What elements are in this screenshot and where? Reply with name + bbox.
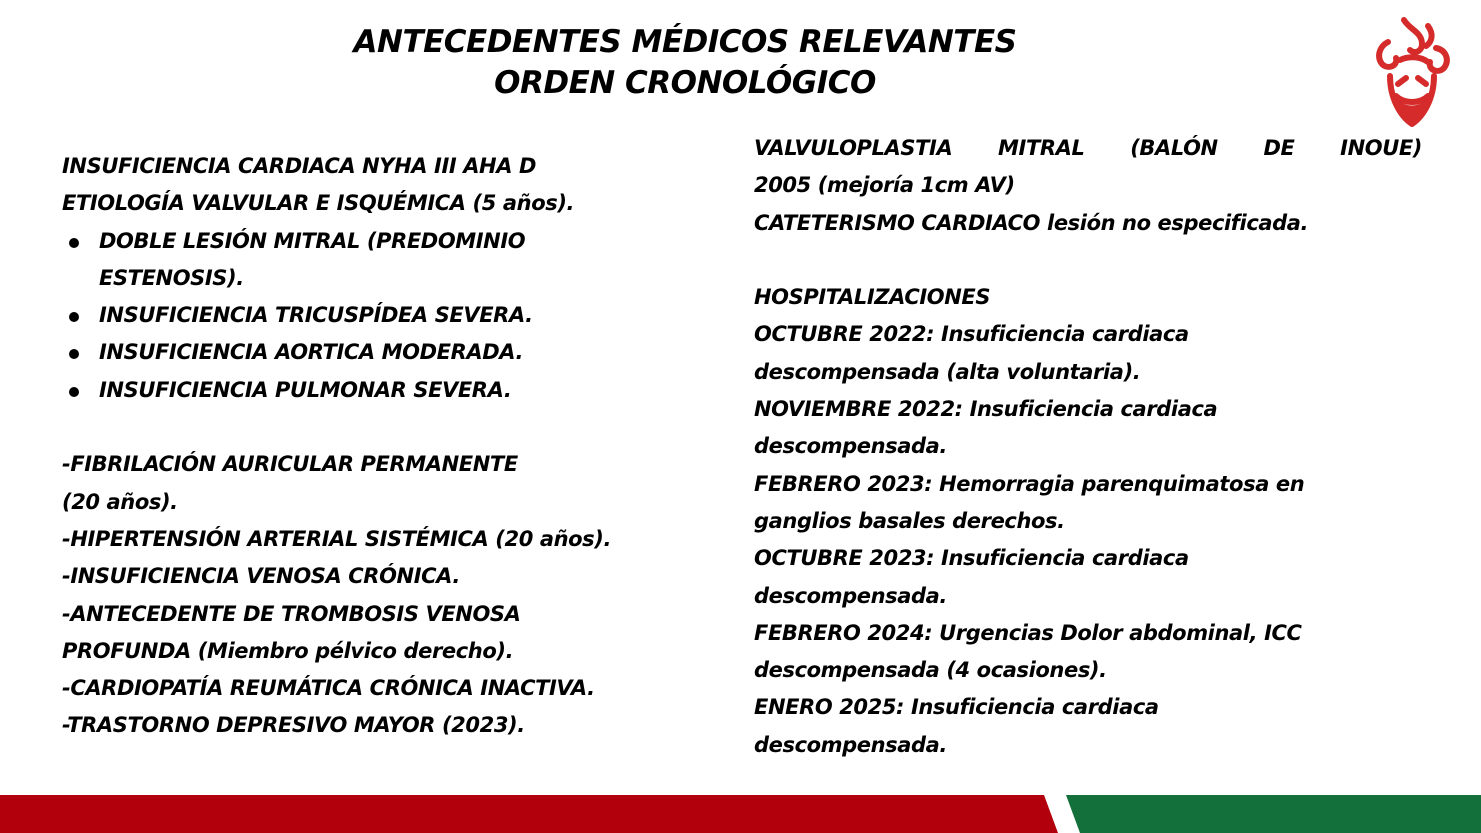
hospitalization-reason-cont: descompensada. [754,732,948,757]
heart-failure-heading-line-2: ETIOLOGÍA VALVULAR E ISQUÉMICA (5 años). [62,191,575,216]
footer-color-band [0,795,1481,833]
hospitalization-date: FEBRERO 2024: [754,620,933,645]
valvuloplasty-line-1 [754,130,1422,167]
hospitalization-date: ENERO 2025: [754,695,905,720]
history-line: -HIPERTENSIÓN ARTERIAL SISTÉMICA (20 años). [62,526,612,551]
hospitalization-entry [754,391,1422,466]
hospitalization-reason-cont: descompensada. [754,583,948,608]
page-title [0,22,1370,104]
hospitalization-entry [754,615,1422,690]
heart-failure-heading-line-1: INSUFICIENCIA CARDIACA NYHA III AHA D [62,154,537,178]
medical-history-column [62,148,722,745]
history-line: -TRASTORNO DEPRESIVO MAYOR (2023). [62,713,525,738]
history-line: -INSUFICIENCIA VENOSA CRÓNICA. [62,564,460,589]
history-line: -ANTECEDENTE DE TROMBOSIS VENOSA [62,601,521,626]
procedure-word: INOUE) [1340,136,1422,160]
catheterization-line: CATETERISMO CARDIACO lesión no especificada. [754,210,1309,235]
spacer [62,409,722,446]
title-line-2: ORDEN CRONOLÓGICO [494,65,876,101]
history-line: -CARDIOPATÍA REUMÁTICA CRÓNICA INACTIVA. [62,676,595,701]
list-item [62,223,722,298]
footer-red-band [0,795,1058,833]
hospitalization-date: FEBRERO 2023: [754,471,933,496]
hospitalization-date: NOVIEMBRE 2022: [754,397,963,422]
hospitalization-reason-cont: descompensada. [754,434,948,459]
hospitalization-entry [754,540,1422,615]
list-item: INSUFICIENCIA TRICUSPÍDEA SEVERA. [62,297,722,334]
hospitalization-reason: Insuficiencia cardiaca [934,546,1189,571]
hospitalization-reason-cont: descompensada (alta voluntaria). [754,359,1141,384]
history-line: PROFUNDA (Miembro pélvico derecho). [62,638,514,663]
hospitalization-reason: Insuficiencia cardiaca [934,322,1189,347]
procedures-hospitalizations-column [754,130,1422,764]
hospitalization-entry [754,689,1422,764]
bullet-mitral-line-2: ESTENOSIS). [99,265,244,290]
hospitalizations-heading: HOSPITALIZACIONES [754,285,991,310]
hospitalization-entry [754,466,1422,541]
hospitalization-reason: Urgencias Dolor abdominal, ICC [932,620,1302,645]
list-item: INSUFICIENCIA AORTICA MODERADA. [62,334,722,371]
footer-green-band [1066,795,1481,833]
hospitalization-reason-cont: descompensada (4 ocasiones). [754,658,1107,683]
hospitalization-date: OCTUBRE 2023: [754,546,935,571]
title-line-1: ANTECEDENTES MÉDICOS RELEVANTES [353,24,1017,60]
spacer [754,242,1422,279]
hospitalization-reason: Insuficiencia cardiaca [904,695,1159,720]
procedure-word: DE [1263,136,1295,160]
hospitalization-reason: Hemorragia parenquimatosa en [932,471,1305,496]
valve-lesion-list [62,223,722,409]
bullet-mitral-line-1: DOBLE LESIÓN MITRAL (PREDOMINIO [99,228,526,253]
valvuloplasty-line-2: 2005 (mejoría 1cm AV) [754,173,1015,198]
procedure-word: VALVULOPLASTIA [754,136,953,160]
history-line: (20 años). [62,489,178,514]
list-item: INSUFICIENCIA PULMONAR SEVERA. [62,372,722,409]
flame-mascot-logo-icon [1366,12,1458,132]
history-line: -FIBRILACIÓN AURICULAR PERMANENTE [62,452,518,477]
hospitalization-reason-cont: ganglios basales derechos. [754,508,1065,533]
procedure-word: (BALÓN [1130,136,1218,160]
hospitalization-entry [754,316,1422,391]
procedure-word: MITRAL [998,136,1085,160]
hospitalization-reason: Insuficiencia cardiaca [962,397,1218,422]
hospitalization-date: OCTUBRE 2022: [754,322,935,347]
